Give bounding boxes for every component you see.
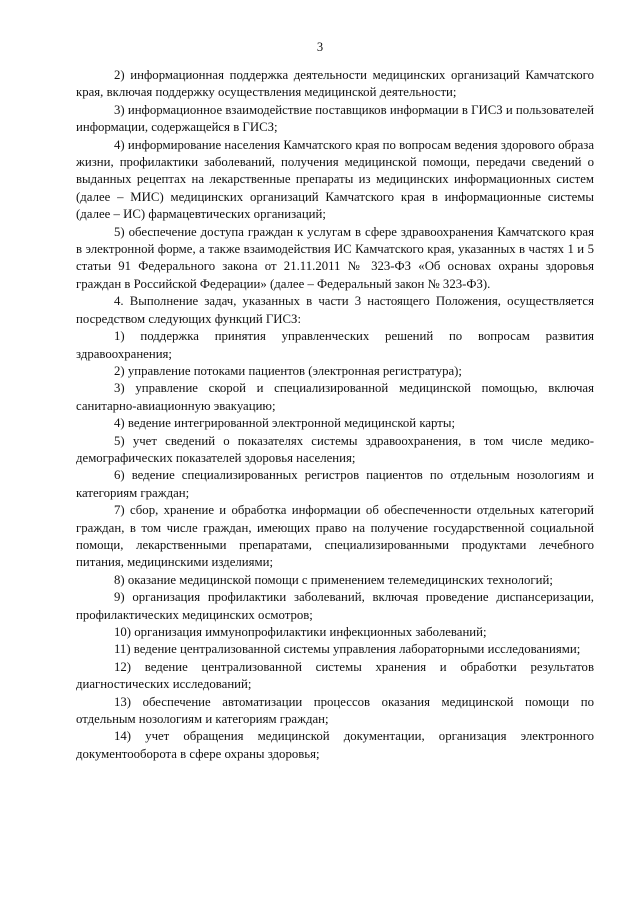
paragraph: 4. Выполнение задач, указанных в части 3 настоящего Положения, осуществляется посредством следующих функций ГИСЗ: bbox=[76, 294, 594, 326]
paragraph: 11) ведение централизованной системы управления лабораторными исследованиями; bbox=[114, 642, 581, 657]
document-body bbox=[76, 67, 594, 763]
paragraph: 3) информационное взаимодействие поставщиков информации в ГИСЗ и пользователей информации, содержащейся в ГИСЗ; bbox=[76, 102, 595, 135]
paragraph: 14) учет обращения медицинской документации, организация электронного документооборота в сфере охраны здоровья; bbox=[76, 729, 594, 761]
page-number: 3 bbox=[316, 40, 324, 54]
paragraph: 7) сбор, хранение и обработка информации об обеспеченности отдельных категорий граждан, в том числе граждан, имеющих право на получение государственной социальной помощи, лекарственными препаратами, специализированными продуктами лечебного питания, медицинскими изделиями; bbox=[76, 503, 594, 570]
paragraph: 10) организация иммунопрофилактики инфекционных заболеваний; bbox=[114, 625, 487, 639]
paragraph: 4) информирование населения Камчатского края по вопросам ведения здорового образа жизни, профилактики заболеваний, получения медицинской помощи, передачи сведений о выданных рецептах на лекарственные препараты из медицинских информационных систем (далее – МИС) медицинских организаций Камчатского края в информационные системы (далее – ИС) фармацевтических организаций; bbox=[76, 137, 594, 222]
paragraph: 9) организация профилактики заболеваний, включая проведение диспансеризации, профилактических медицинских осмотров; bbox=[76, 590, 594, 622]
paragraph: 2) информационная поддержка деятельности медицинских организаций Камчатского края, включая поддержку осуществления медицинской деятельности; bbox=[76, 68, 594, 100]
paragraph: 5) учет сведений о показателях системы здравоохранения, в том числе медико-демографических показателей здоровья населения; bbox=[76, 433, 594, 465]
paragraph: 8) оказание медицинской помощи с применением телемедицинских технологий; bbox=[114, 572, 553, 587]
paragraph: 6) ведение специализированных регистров пациентов по отдельным нозологиям и категориям граждан; bbox=[76, 468, 594, 500]
paragraph: 12) ведение централизованной системы хранения и обработки результатов диагностических исследований; bbox=[76, 659, 594, 692]
paragraph: 5) обеспечение доступа граждан к услугам в сфере здравоохранения Камчатского края в электронной форме, а также взаимодействия ИС Камчатского края, указанных в частях 1 и 5 статьи 91 Федерального закона от 21.11.2011 № 323-ФЗ «Об основах охраны здоровья граждан в Российской Федерации» (далее – Федеральный закон № 323-ФЗ). bbox=[76, 224, 594, 291]
paragraph: 13) обеспечение автоматизации процессов оказания медицинской помощи по отдельным нозологиям и категориям граждан; bbox=[76, 694, 594, 727]
paragraph: 3) управление скорой и специализированной медицинской помощью, включая санитарно-авиационную эвакуацию; bbox=[76, 381, 594, 413]
paragraph: 4) ведение интегрированной электронной медицинской карты; bbox=[114, 416, 456, 431]
paragraph: 1) поддержка принятия управленческих решений по вопросам развития здравоохранения; bbox=[76, 329, 594, 361]
paragraph: 2) управление потоками пациентов (электронная регистратура); bbox=[114, 363, 462, 378]
